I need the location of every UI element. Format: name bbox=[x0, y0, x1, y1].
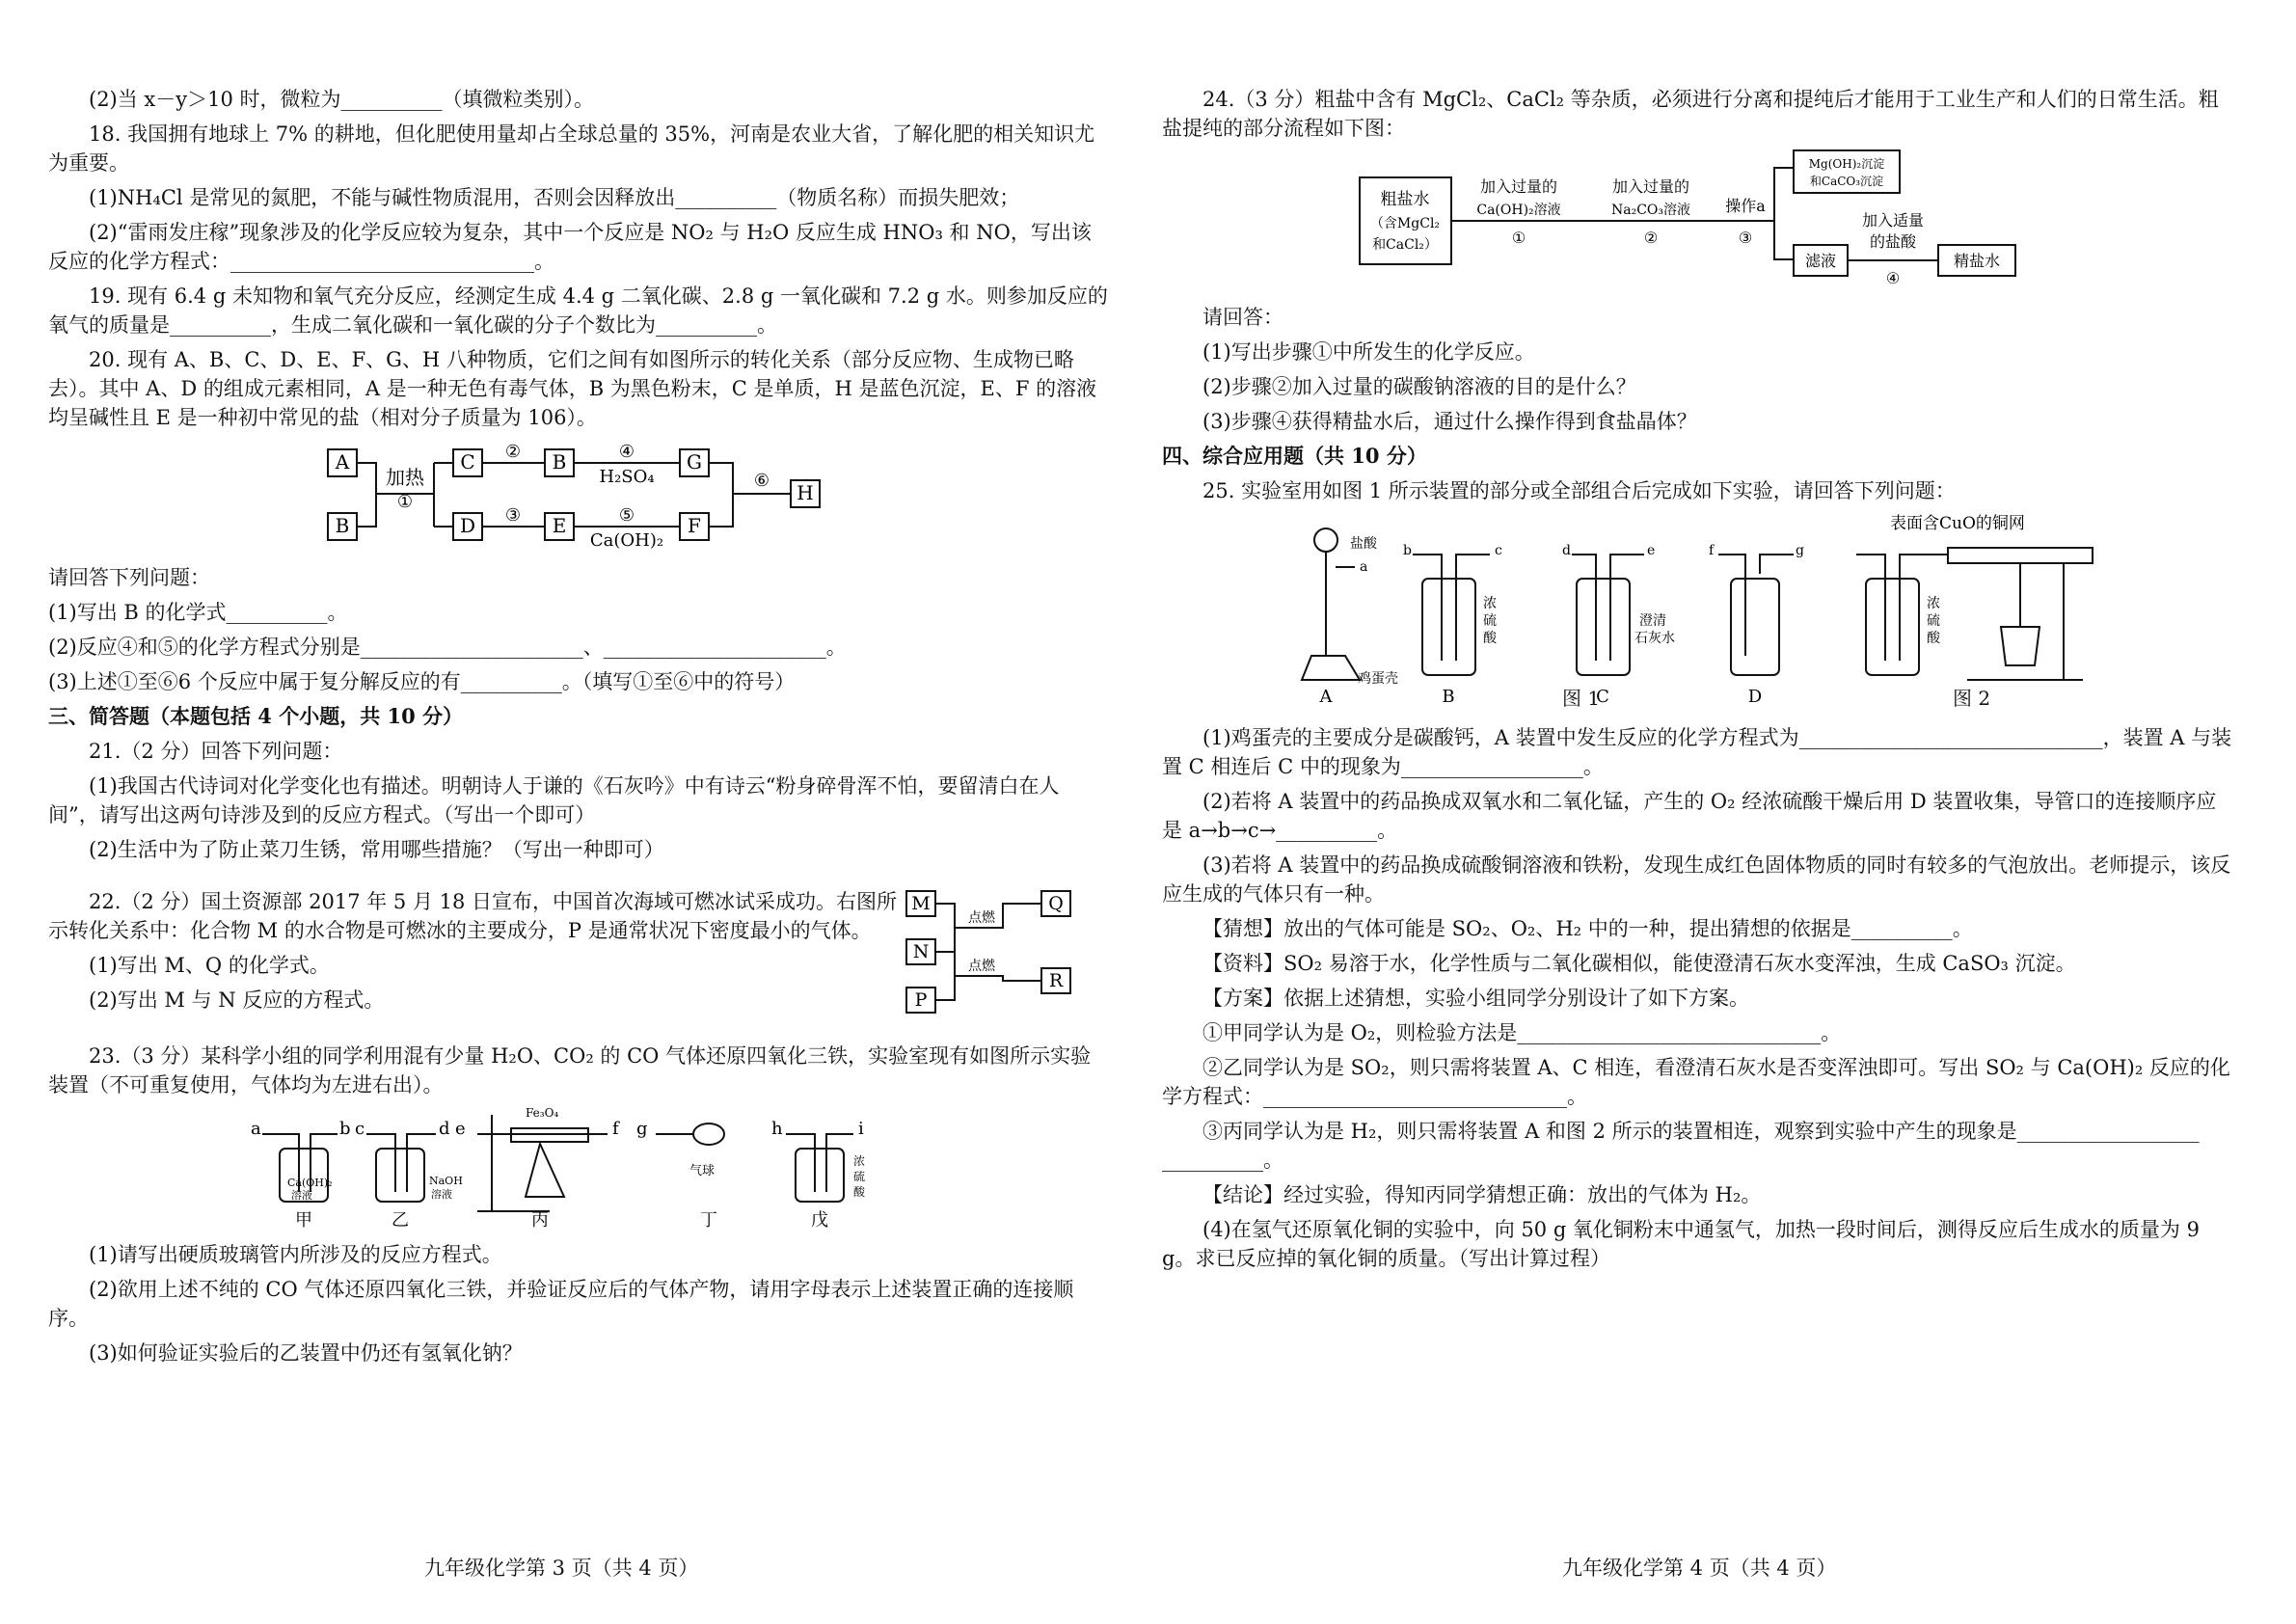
paragraph: 【资料】SO₂ 易溶于水，化学性质与二氧化碳相似，能使澄清石灰水变浑浊，生成 CaSO₃ 沉淀。 bbox=[1202, 952, 2076, 975]
caption-figure-1: 图 1 bbox=[1562, 687, 1601, 710]
label-r6: ⑥ bbox=[753, 471, 770, 491]
left-questions-20-21 bbox=[48, 563, 1109, 864]
label-fe3o4: Fe₃O₄ bbox=[526, 1106, 559, 1120]
paragraph: (2)步骤②加入过量的碳酸钠溶液的目的是什么？ bbox=[1202, 375, 1636, 398]
label-a: a bbox=[251, 1119, 261, 1139]
label-c: c bbox=[1495, 543, 1502, 558]
paragraph: (2)当 x－y＞10 时，微粒为__________（填微粒类别）。 bbox=[89, 88, 595, 111]
label-acid-1: 浓 bbox=[1483, 596, 1497, 611]
paragraph: 24.（3 分）粗盐中含有 MgCl₂、CaCl₂ 等杂质，必须进行分离和提纯后才能用于工业生产和人们的日常生活。粗盐提纯的部分流程如下图： bbox=[1162, 88, 2219, 140]
label-balloon: 气球 bbox=[689, 1164, 716, 1178]
paragraph: (4)在氢气还原氧化铜的实验中，向 50 g 氧化铜粉末中通氢气，加热一段时间后，测得反应后生成水的质量为 9 g。求已反应掉的氧化铜的质量。（写出计算过程） bbox=[1162, 1218, 2200, 1270]
label-f: f bbox=[1709, 543, 1715, 558]
node-h: H bbox=[797, 481, 814, 504]
left-page bbox=[48, 85, 1109, 1373]
paragraph: (3)如何验证实验后的乙装置中仍还有氢氧化钠？ bbox=[89, 1341, 523, 1365]
label-r3: ③ bbox=[504, 505, 522, 526]
paragraph: 23.（3 分）某科学小组的同学利用混有少量 H₂O、CO₂ 的 CO 气体还原四氧化三铁，实验室现有如图所示实验装置（不可重复使用，气体均为左进右出）。 bbox=[48, 1044, 1092, 1096]
paragraph: (2)欲用上述不纯的 CO 气体还原四氧化三铁，并验证反应后的气体产物，请用字母表示上述装置正确的连接顺序。 bbox=[48, 1278, 1074, 1330]
paragraph: (1)请写出硬质玻璃管内所涉及的反应方程式。 bbox=[89, 1243, 502, 1266]
footer-page-3: 九年级化学第 3 页（共 4 页） bbox=[424, 1556, 699, 1580]
label-f: f bbox=[612, 1119, 619, 1139]
node-a: A bbox=[335, 450, 350, 474]
label-ignite-1: 点燃 bbox=[968, 910, 995, 926]
label-i: i bbox=[858, 1119, 864, 1139]
label-refined-brine: 精盐水 bbox=[1953, 252, 2001, 270]
label-d: d bbox=[1562, 543, 1571, 558]
label-r2: ② bbox=[504, 442, 522, 462]
label-mgoh2-ppt: Mg(OH)₂沉淀 bbox=[1808, 157, 1885, 171]
paragraph: 19. 现有 6.4 g 未知物和氧气充分反应，经测定生成 4.4 g 二氧化碳、2.8 g 一氧化碳和 7.2 g 水。则参加反应的氧气的质量是__________，生成二氧化碳和一氧化碳的分子个数比为__________。 bbox=[48, 284, 1108, 337]
caption-figure-2: 图 2 bbox=[1953, 687, 1991, 710]
label-bing: 丙 bbox=[531, 1210, 549, 1231]
right-page bbox=[1162, 85, 2232, 1279]
paragraph: (1)写出 B 的化学式__________。 bbox=[48, 601, 348, 624]
figure-q23-apparatus bbox=[231, 1105, 926, 1231]
label-heat: 加热 bbox=[386, 466, 424, 489]
paragraph: 18. 我国拥有地球上 7% 的耕地，但化肥使用量却占全球总量的 35%，河南是农业大省，了解化肥的相关知识尤为重要。 bbox=[48, 122, 1095, 175]
node-b2: B bbox=[552, 450, 567, 474]
paragraph: (2)若将 A 装置中的药品换成双氧水和二氧化锰，产生的 O₂ 经浓硫酸干燥后用 D 装置收集，导管口的连接顺序应是 a→b→c→__________。 bbox=[1162, 790, 2217, 842]
label-solution-2: 溶液 bbox=[431, 1188, 452, 1201]
paragraph: (3)步骤④获得精盐水后，通过什么操作得到食盐晶体？ bbox=[1202, 410, 1697, 433]
node-b: B bbox=[335, 514, 350, 537]
label-acid-2: 硫 bbox=[853, 1170, 866, 1183]
label-apparatus-a: A bbox=[1319, 687, 1333, 704]
paragraph: 21.（2 分）回答下列问题： bbox=[89, 740, 343, 763]
node-d: D bbox=[459, 514, 476, 537]
paragraph: (2)“雷雨发庄稼”现象涉及的化学反应较为复杂，其中一个反应是 NO₂ 与 H₂O 反应生成 HNO₃ 和 NO，写出该反应的化学方程式：______________________________。 bbox=[48, 221, 1092, 273]
label-caoh2: Ca(OH)₂ bbox=[589, 530, 664, 551]
question-24 bbox=[1162, 85, 2232, 143]
left-questions-23-end bbox=[48, 1240, 1109, 1367]
label-add-2: 加入过量的 bbox=[1611, 177, 1690, 196]
paragraph: ①甲同学认为是 O₂，则检验方法是______________________________。 bbox=[1202, 1021, 1842, 1044]
paragraph: 请回答： bbox=[1202, 306, 1283, 329]
node-m: M bbox=[911, 893, 931, 914]
paragraph: 三、简答题（本题包括 4 个小题，共 10 分） bbox=[48, 704, 464, 728]
figure-q25-apparatus bbox=[1215, 511, 2179, 704]
node-f: F bbox=[688, 514, 701, 537]
label-acid-3: 酸 bbox=[853, 1185, 866, 1199]
paragraph: ③丙同学认为是 H₂，则只需将装置 A 和图 2 所示的装置相连，观察到实验中产生的现象是__________________ __________。 bbox=[1162, 1120, 2200, 1172]
label-lime-1: 澄清 bbox=[1639, 613, 1666, 629]
paragraph: (2)生活中为了防止菜刀生锈，常用哪些措施？（写出一种即可） bbox=[89, 838, 664, 861]
paragraph: 【结论】经过实验，得知丙同学猜想正确：放出的气体为 H₂。 bbox=[1202, 1183, 1762, 1206]
label-acid-3: 酸 bbox=[1483, 631, 1497, 646]
label-acid-4: 浓 bbox=[1927, 596, 1940, 611]
label-apparatus-c: C bbox=[1596, 687, 1609, 704]
label-wu: 戊 bbox=[811, 1210, 828, 1231]
node-p: P bbox=[914, 989, 928, 1011]
label-h: h bbox=[771, 1119, 783, 1139]
label-caoh2-solution: Ca(OH)₂溶液 bbox=[1476, 203, 1561, 218]
label-add-1: 加入过量的 bbox=[1479, 177, 1558, 196]
node-g: G bbox=[687, 450, 702, 474]
label-hcl: 盐酸 bbox=[1350, 536, 1377, 552]
question-22 bbox=[48, 887, 1109, 1032]
label-e: e bbox=[1647, 543, 1656, 558]
label-copper-mesh-cuo: 表面含CuO的铜网 bbox=[1890, 514, 2025, 533]
label-naoh: NaOH bbox=[429, 1175, 463, 1187]
label-hcl: 的盐酸 bbox=[1869, 232, 1917, 251]
left-questions-17-20 bbox=[48, 85, 1109, 432]
label-apparatus-d: D bbox=[1747, 687, 1763, 704]
label-na2co3-solution: Na₂CO₃溶液 bbox=[1610, 203, 1691, 218]
label-step-1: ① bbox=[1511, 229, 1526, 247]
paragraph: 22.（2 分）国土资源部 2017 年 5 月 18 日宣布，中国首次海域可燃冰试采成功。右图所示转化关系中：化合物 M 的水合物是可燃冰的主要成分，P 是通常状况下密度最小的气体。 bbox=[48, 890, 898, 942]
question-23 bbox=[48, 1042, 1109, 1099]
label-b: b bbox=[339, 1119, 351, 1139]
paragraph: (1)鸡蛋壳的主要成分是碳酸钙，A 装置中发生反应的化学方程式为______________________________，装置 A 与装置 C 相连后 C 中的现象为__________________。 bbox=[1162, 726, 2232, 778]
figure-q20-conversion-diagram bbox=[309, 438, 849, 554]
label-acid-1: 浓 bbox=[853, 1154, 866, 1168]
label-ding: 丁 bbox=[700, 1210, 717, 1231]
label-b: b bbox=[1403, 543, 1412, 558]
label-c: c bbox=[355, 1119, 365, 1139]
label-operation-a: 操作a bbox=[1725, 197, 1766, 215]
label-r4: ④ bbox=[618, 442, 635, 462]
label-cacl2: 和CaCl₂） bbox=[1372, 237, 1438, 253]
label-d: d bbox=[439, 1119, 450, 1139]
label-step-3: ③ bbox=[1738, 229, 1753, 247]
paragraph: (1)我国古代诗词对化学变化也有描述。明朝诗人于谦的《石灰吟》中有诗云“粉身碎骨浑不怕，要留清白在人间”，请写出这两句诗涉及到的反应方程式。（写出一个即可） bbox=[48, 774, 1060, 826]
label-crude-brine: 粗盐水 bbox=[1380, 190, 1430, 209]
label-apparatus-b: B bbox=[1442, 687, 1455, 704]
label-acid-6: 酸 bbox=[1927, 631, 1940, 646]
label-h2so4: H₂SO₄ bbox=[599, 467, 655, 487]
figure-q24-flowchart bbox=[1350, 149, 2044, 293]
label-caco3-ppt: 和CaCO₃沉淀 bbox=[1809, 175, 1884, 188]
paragraph: 25. 实验室用如图 1 所示装置的部分或全部组合后完成如下实验，请回答下列问题： bbox=[1202, 479, 1956, 502]
label-jia: 甲 bbox=[295, 1210, 312, 1231]
label-step-4: ④ bbox=[1885, 269, 1901, 287]
label-filtrate: 滤液 bbox=[1804, 252, 1837, 270]
paragraph: (3)上述①至⑥6 个反应中属于复分解反应的有__________。（填写①至⑥中的符号） bbox=[48, 670, 796, 693]
paragraph: (1)写出 M、Q 的化学式。 bbox=[89, 954, 330, 977]
label-eggshell: 鸡蛋壳 bbox=[1358, 671, 1398, 687]
label-e: e bbox=[455, 1119, 466, 1139]
label-caoh2: Ca(OH)₂ bbox=[287, 1177, 333, 1189]
label-r5: ⑤ bbox=[618, 505, 635, 526]
node-q: Q bbox=[1048, 893, 1064, 914]
label-r1: ① bbox=[396, 492, 414, 512]
right-questions-25-end bbox=[1162, 723, 2232, 1273]
label-step-2: ② bbox=[1643, 229, 1659, 247]
node-n: N bbox=[912, 941, 930, 962]
paragraph: 请回答下列问题： bbox=[48, 566, 210, 589]
paragraph: (2)写出 M 与 N 反应的方程式。 bbox=[89, 988, 385, 1012]
paragraph: ②乙同学认为是 SO₂，则只需将装置 A、C 相连，看澄清石灰水是否变浑浊即可。写出 SO₂ 与 Ca(OH)₂ 反应的化学方程式：______________________________。 bbox=[1162, 1056, 2230, 1108]
paragraph: (2)反应④和⑤的化学方程式分别是______________________、______________________。 bbox=[48, 636, 847, 659]
node-c: C bbox=[460, 450, 475, 474]
label-add-3: 加入适量 bbox=[1861, 211, 1925, 230]
label-g: g bbox=[636, 1119, 648, 1139]
label-solution-1: 溶液 bbox=[291, 1189, 312, 1202]
label-acid-2: 硫 bbox=[1483, 613, 1497, 629]
paragraph: 【猜想】放出的气体可能是 SO₂、O₂、H₂ 中的一种，提出猜想的依据是__________。 bbox=[1202, 917, 1973, 940]
paragraph: 四、综合应用题（共 10 分） bbox=[1162, 444, 1427, 468]
paragraph: 20. 现有 A、B、C、D、E、F、G、H 八种物质，它们之间有如图所示的转化关系（部分反应物、生成物已略去）。其中 A、D 的组成元素相同，A 是一种无色有毒气体，B 为黑色粉末，C 是单质，H 是蓝色沉淀，E、F 的溶液均呈碱性且 E 是一种初中常见的盐（相对分子质量为 106）。 bbox=[48, 348, 1097, 429]
label-a: a bbox=[1360, 559, 1368, 575]
paragraph: (1)写出步骤①中所发生的化学反应。 bbox=[1202, 340, 1535, 364]
paragraph: 【方案】依据上述猜想，实验小组同学分别设计了如下方案。 bbox=[1202, 987, 1749, 1010]
label-lime-2: 石灰水 bbox=[1634, 631, 1675, 646]
label-g: g bbox=[1796, 543, 1804, 558]
paragraph: (1)NH₄Cl 是常见的氮肥，不能与碱性物质混用，否则会因释放出__________（物质名称）而损失肥效； bbox=[89, 186, 1020, 209]
node-r: R bbox=[1048, 970, 1064, 991]
right-questions-24-25 bbox=[1162, 303, 2232, 505]
label-yi: 乙 bbox=[392, 1210, 409, 1231]
label-acid-5: 硫 bbox=[1927, 613, 1940, 629]
label-ignite-2: 点燃 bbox=[968, 959, 995, 974]
footer-page-4: 九年级化学第 4 页（共 4 页） bbox=[1562, 1556, 1837, 1580]
figure-q22-diagram bbox=[897, 887, 1090, 1022]
paragraph: (3)若将 A 装置中的药品换成硫酸铜溶液和铁粉，发现生成红色固体物质的同时有较多的气泡放出。老师提示，该反应生成的气体只有一种。 bbox=[1162, 853, 2231, 906]
node-e: E bbox=[552, 514, 567, 537]
label-contains: （含MgCl₂ bbox=[1369, 216, 1441, 231]
